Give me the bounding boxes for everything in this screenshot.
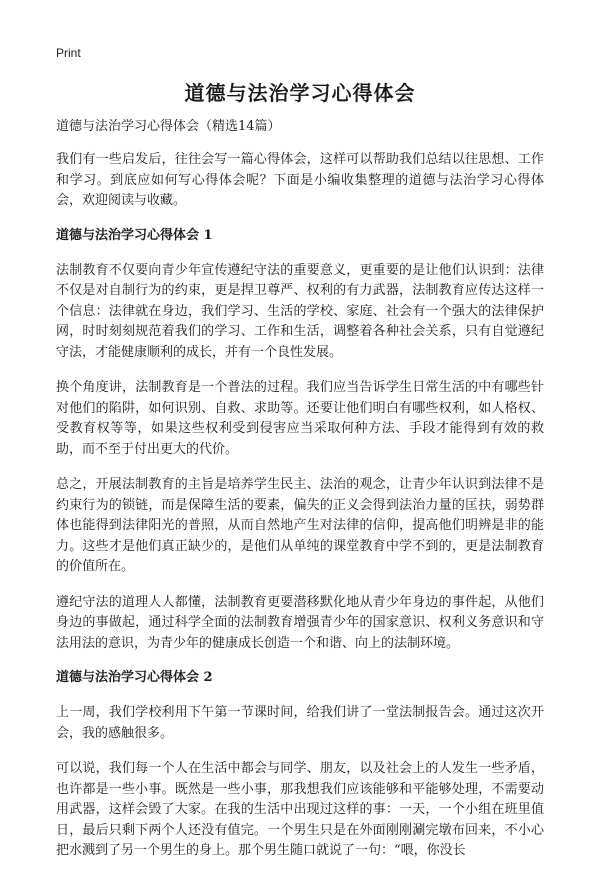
print-link[interactable]: Print (56, 46, 81, 60)
section-1-paragraph: 总之，开展法制教育的主旨是培养学生民主、法治的观念，让青少年认识到法律不是约束行为的锁链，而是保障生活的要素，偏失的正义会得到法治力量的匡扶，弱势群体也能得到法律阳光的普照，从而自然地产生对法律的信仰，提高他们明辨是非的能力。这些才是他们真正缺少的，是他们从单纯的课堂教育中学不到的，更是法制教育的价值所在。 (56, 477, 544, 574)
section-2-paragraph: 可以说，我们每一个人在生活中都会与同学、朋友，以及社会上的人发生一些矛盾，也许都是一些小事。既然是一些小事，那我想我们应该能够和平能够处理，不需要动用武器，这样会毁了大家。在我的生活中出现过这样的事：一天，一个小组在班里值日，最后只剩下两个人还没有值完。一个男生只是在外面刚刚涮完墩布回来，不小心把水溅到了另一个男生的身上。那个男生随口就说了一句：“喂，你没长 (56, 761, 544, 858)
section-heading-1: 道德与法治学习心得体会 1 (56, 227, 213, 243)
document-subtitle: 道德与法治学习心得体会（精选14篇） (56, 119, 281, 134)
document-body (56, 118, 544, 877)
intro-paragraph: 我们有一些启发后，往往会写一篇心得体会，这样可以帮助我们总结以往思想、工作和学习。到底应如何写心得体会呢？下面是小编收集整理的道德与法治学习心得体会，欢迎阅读与收藏。 (56, 152, 544, 208)
section-1-paragraph: 法制教育不仅要向青少年宣传遵纪守法的重要意义，更重要的是让他们认识到：法律不仅是对自制行为的约束，更是捍卫尊严、权利的有力武器，法制教育应传达这样一个信息：法律就在身边，我们学习、生活的学校、家庭、社会有一个强大的法律保护网，时时刻刻规范着我们的学习、工作和生活，调整着各种社会关系，只有自觉遵纪守法，才能健康顺利的成长，并有一个良性发展。 (56, 262, 544, 360)
section-1-paragraph: 遵纪守法的道理人人都懂，法制教育更要潜移默化地从青少年身边的事件起，从他们身边的事做起，通过科学全面的法制教育增强青少年的国家意识、权利义务意识和守法用法的意识，为青少年的健康成长创造一个和谐、向上的法制环境。 (56, 594, 544, 651)
section-2-paragraph: 上一周，我们学校利用下午第一节课时间，给我们讲了一堂法制报告会。通过这次开会，我的感触很多。 (56, 705, 544, 741)
section-heading-2: 道德与法治学习心得体会 2 (56, 670, 213, 685)
section-1-paragraph: 换个角度讲，法制教育是一个普法的过程。我们应当告诉学生日常生活的中有哪些针对他们的陷阱，如何识别、自救、求助等。还要让他们明白有哪些权利，如人格权、受教育权等等，如果这些权利受到侵害应当采取何种方法、手段才能得到有效的救助，而不至于付出更大的代价。 (56, 380, 544, 457)
page-title: 道德与法治学习心得体会 (184, 81, 416, 105)
